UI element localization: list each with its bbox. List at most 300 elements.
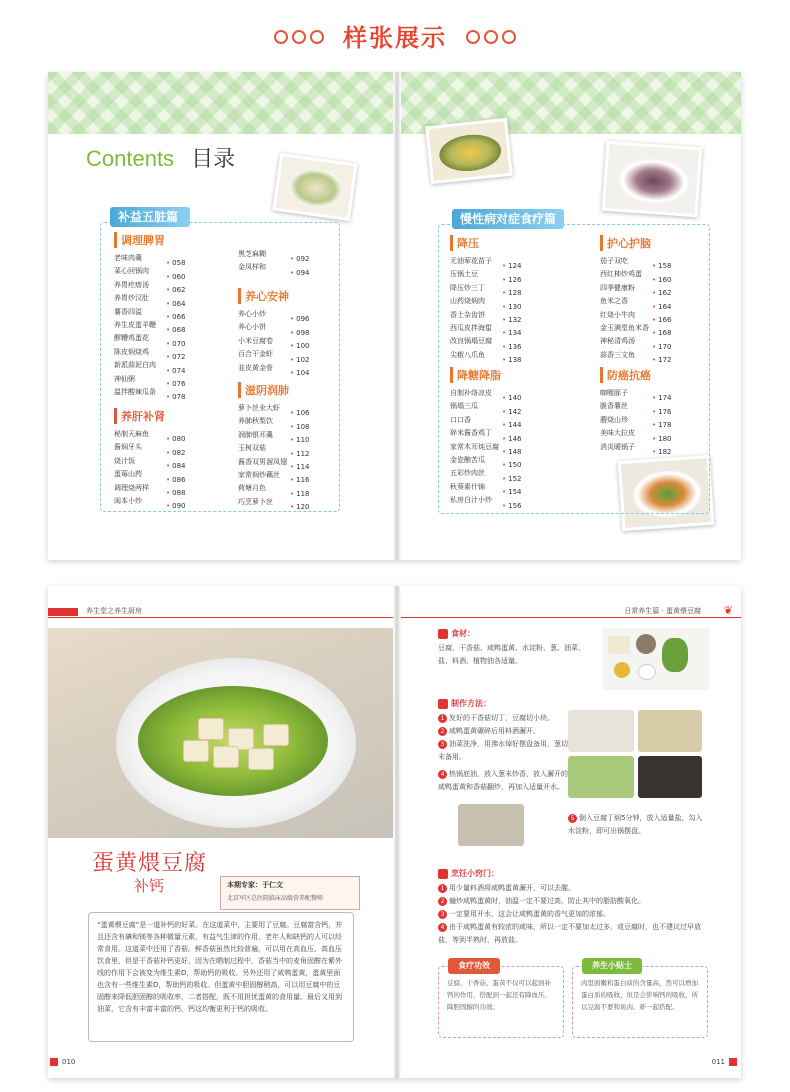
toc-entry (114, 455, 186, 471)
section-title: 养肝补肾 (114, 408, 186, 424)
bullet-icon: • (166, 286, 171, 295)
page-title: 样张展示 (343, 24, 447, 52)
bullet-icon: • (166, 339, 171, 348)
bullet-icon: • (652, 289, 657, 298)
toc-entry-page: 078 (172, 393, 186, 402)
toc-entry (114, 495, 186, 511)
toc-entry (238, 335, 310, 351)
toc-section (238, 288, 310, 375)
method-step: 4 热锅底油，放入葱末炒香，放入澥开的咸鸭蛋黄和香菇翻炒，再加入适量开水。 (438, 770, 568, 791)
bullet-icon: • (290, 503, 295, 512)
toc-entry-name: 醪糟鸡蛋花 (114, 334, 149, 343)
toc-entry-name: 西红柿炒鸡蛋 (600, 270, 642, 279)
toc-entry (238, 415, 310, 431)
tips-list (438, 882, 708, 947)
toc-entry-name: 锅塌三瓜 (450, 402, 478, 411)
toc-entry (600, 349, 672, 365)
toc-entry-page: 142 (508, 407, 522, 416)
toc-entry (238, 321, 310, 337)
toc-entry (600, 295, 672, 311)
toc-entry-name: 百合干金虾 (238, 350, 273, 359)
toc-entry (450, 481, 522, 497)
toc-entry (238, 348, 310, 364)
tip-item: 2 熥炒咸鸭蛋黄时，油温一定不要过高，防止其中的脂肪酸氧化。 (438, 895, 708, 908)
bullet-icon: • (502, 262, 507, 271)
bullet-icon: • (166, 299, 171, 308)
toc-entry-page: 100 (296, 342, 310, 351)
plaid-pattern (48, 72, 393, 134)
toc-entry-name: 金玉满堂鱼米香 (600, 323, 649, 332)
toc-entry-name: 调理烧两样 (114, 483, 149, 492)
page-number-text: 010 (62, 1058, 76, 1066)
toc-entry-page: 084 (172, 462, 186, 471)
toc-entry (450, 427, 522, 443)
toc-entry-page: 072 (172, 353, 186, 362)
toc-entry-page: 098 (296, 328, 310, 337)
toc-entry-name: 黑芝麻糊 (238, 250, 266, 258)
running-header-text: 养生堂之养生厨房 (86, 607, 142, 615)
bullet-icon: • (502, 501, 507, 510)
bullet-icon: • (652, 394, 657, 403)
bullet-icon: • (652, 302, 657, 311)
toc-entry-page: 154 (508, 488, 522, 497)
toc-entry-name: 家常焖炒藕丝 (238, 470, 280, 479)
toc-entry (238, 308, 310, 324)
method-step: 3 油菜洗净，用沸水焯好摆盘备用，葱切末备用。 (438, 740, 568, 761)
toc-section (114, 232, 186, 402)
toc-entry (114, 332, 186, 348)
toc-entry-name: 陈皮焖烧鸡 (114, 347, 149, 356)
bullet-icon: • (166, 435, 171, 444)
toc-entry-name: 茄子双吃 (600, 257, 628, 265)
toc-entry-page: 118 (296, 489, 310, 498)
bullet-icon: • (166, 272, 171, 281)
toc-entry-page: 136 (508, 342, 522, 351)
toc-entry (114, 265, 186, 281)
toc-entry-page: 126 (508, 275, 522, 284)
running-header-left (48, 604, 393, 618)
toc-entry-page: 164 (658, 302, 672, 311)
toc-entry-page: 060 (172, 272, 186, 281)
method-steps (438, 712, 568, 794)
toc-entry-name: 薯香四溢 (114, 307, 142, 316)
bullet-icon: • (652, 342, 657, 351)
method-step: 1 发好的干香菇切丁，豆腐切小块。 (438, 712, 568, 725)
bullet-icon: • (166, 379, 171, 388)
bullet-icon: • (502, 342, 507, 351)
recipe-description: “蛋黄煨豆腐”是一道补钙的好菜。在这道菜中，主要用了豆腐。豆腐富含钙，并且还含有碘和镁等各种微量元素，有益气生津的作用，老年人和缺钙的人可以经常食用。这道菜中还用了香菇。鲜香菇虽然比较普遍，可以用在高血压、高血压饮食里，但是干香菇补钙更好，因为在晒制过程中，香菇当中的麦角固醇在紫外线的作用下会被变为维生素D，帮助钙的吸收。另外还用了咸鸭蛋黄，蛋黄里面也含有一些维生素D，帮助钙的吸收。但蛋黄中胆固醇稍高，可以用豆腐中的豆固醇来降低胆固醇的吸收率，二者搭配，既不用担忧蛋黄的食用量。最后又用到油菜，它含有丰富丰富的钙，钙这均衡更利于钙的吸收。 (88, 912, 354, 1042)
bullet-icon: • (290, 328, 295, 337)
swirl-icon: ❦ (723, 604, 733, 617)
bullet-icon: • (166, 366, 171, 375)
toc-entry-page: 066 (172, 312, 186, 321)
toc-section (450, 235, 522, 365)
toc-entry-name: 家常木耳炖豆腐 (450, 442, 499, 451)
toc-entry (450, 309, 522, 322)
bullet-icon: • (290, 422, 295, 431)
toc-entry-page: 090 (172, 502, 186, 511)
recipe-spread (48, 586, 741, 1078)
bullet-icon: • (502, 275, 507, 284)
bullet-icon: • (290, 315, 295, 324)
toc-entry-page: 080 (172, 435, 186, 444)
section-title: 降糖降脂 (450, 367, 522, 383)
toc-entry-name: 养心小炒 (238, 310, 266, 318)
toc-entry-page: 140 (508, 394, 522, 403)
toc-entry-page: 068 (172, 326, 186, 335)
toc-entry (450, 414, 522, 430)
bullet-icon: • (502, 488, 507, 497)
method-label: 制作方法： (438, 698, 491, 709)
contents-title-en: Contents (86, 146, 175, 171)
toc-entry-name: 秘制天麻鱼 (114, 430, 149, 438)
running-header-right (401, 604, 741, 618)
toc-entry-name: 酱香双男溜凤翅 (238, 457, 287, 466)
toc-entry-name: 养胃疙瘩汤 (114, 280, 149, 289)
toc-entry-name: 烧汁饭 (114, 456, 135, 465)
toc-entry-page: 168 (658, 329, 672, 338)
toc-entry-name: 温拌酸辣瓜条 (114, 387, 156, 396)
bullet-icon: • (502, 289, 507, 298)
toc-entry-page: 178 (658, 421, 672, 430)
bullet-icon: • (166, 502, 171, 511)
toc-entry-name: 巧烹萝卜丝 (238, 497, 273, 506)
toc-entry (238, 362, 310, 375)
toc-entry (450, 335, 522, 351)
toc-entry-page: 176 (658, 407, 672, 416)
toc-entry (600, 335, 672, 351)
bullet-icon: • (290, 409, 295, 418)
toc-entry-page: 150 (508, 461, 522, 470)
bullet-icon: • (652, 434, 657, 443)
section-title: 防癌抗癌 (600, 367, 672, 383)
category-label: 慢性病对症食疗篇 (452, 209, 564, 229)
toc-entry-page: 116 (296, 476, 310, 485)
toc-entry-page: 152 (508, 474, 522, 483)
toc-entry (114, 359, 186, 375)
toc-section (238, 248, 310, 275)
bullet-icon: • (502, 421, 507, 430)
pan-icon (438, 699, 448, 709)
toc-entry (600, 268, 672, 284)
bullet-icon: • (166, 475, 171, 484)
toc-entry-name: 养胃炒汉肚 (114, 294, 149, 303)
toc-entry (238, 482, 310, 498)
book-spine (393, 72, 401, 560)
toc-entry (600, 387, 672, 403)
toc-entry (600, 309, 672, 322)
toc-entry-page: 148 (508, 447, 522, 456)
bullet-icon: • (166, 448, 171, 457)
toc-entry (450, 268, 522, 284)
toc-entry-page: 124 (508, 262, 522, 271)
toc-entry-page: 120 (296, 503, 310, 512)
toc-entry (114, 428, 186, 444)
toc-entry-page: 146 (508, 434, 522, 443)
toc-entry-page: 144 (508, 421, 522, 430)
toc-entry-page: 094 (296, 268, 310, 277)
toc-entry-name: 改良锅塌豆腐 (450, 337, 492, 346)
bullet-icon: • (290, 355, 295, 364)
knowledge-label: 养生小贴士 (582, 958, 642, 974)
decor-circles-right (464, 26, 518, 45)
dish-photo (272, 153, 357, 221)
book-spine (393, 586, 401, 1078)
toc-entry-name: 红烧小牛肉 (600, 310, 635, 319)
toc-entry (238, 456, 310, 469)
toc-entry-name: 闺本小炒 (114, 496, 142, 505)
toc-entry (450, 454, 522, 470)
tips-label: 烹饪小窍门： (438, 868, 499, 879)
toc-entry-page: 174 (658, 394, 672, 403)
recipe-subtitle: 补钙 (134, 877, 165, 895)
section-title: 滋阴润肺 (238, 382, 310, 398)
toc-entry (600, 441, 672, 454)
toc-entry (238, 248, 310, 264)
toc-section (114, 408, 186, 511)
contents-title-cn: 目录 (191, 147, 236, 172)
toc-entry-name: 老味肉羹 (114, 254, 142, 262)
bullet-icon: • (502, 407, 507, 416)
ingredients-label: 食材： (438, 628, 475, 639)
toc-entry-page: 086 (172, 475, 186, 484)
toc-entry-name: 韭皮黄金骨 (238, 363, 273, 372)
knowledge-box: 肉里面嫩和蛋白质的含量高，然可以增加蛋白质的吸收，但是会影响钙的吸收，所以豆腐不要和鱼肉、虾一起搭配。 (572, 966, 708, 1038)
effect-box: 豆腐、干香菇、蛋黄不仅可以起到补钙的作用，搭配到一起还有降血压、降胆固醇的功效。 (438, 966, 564, 1038)
page-number-right (712, 1058, 737, 1066)
toc-entry-name: 消炎暖锅子 (600, 442, 635, 451)
toc-entry-name: 口口香 (450, 415, 471, 424)
toc-entry (114, 319, 186, 335)
page-number-text: 011 (711, 1058, 725, 1066)
toc-entry-page: 166 (658, 315, 672, 324)
toc-entry-name: 西瓜皮拌海蜇 (450, 323, 492, 332)
bullet-icon: • (652, 421, 657, 430)
bullet-icon: • (166, 488, 171, 497)
toc-entry-page: 172 (658, 356, 672, 365)
toc-entry (450, 400, 522, 416)
toc-entry-name: 脆香薯丝 (600, 402, 628, 411)
bullet-icon: • (652, 275, 657, 284)
section-title: 降压 (450, 235, 522, 251)
running-header-text: 日常养生篇 · 蛋黄煨豆腐 (624, 607, 701, 615)
toc-entry-name: 美味大拉皮 (600, 429, 635, 438)
toc-entry (600, 414, 672, 430)
toc-entry (600, 255, 672, 271)
bullet-icon: • (502, 302, 507, 311)
toc-entry-name: 四季健康粉 (600, 283, 635, 292)
toc-entry-name: 秋葵素什锦 (450, 482, 485, 491)
bowl-icon (438, 629, 448, 639)
toc-entry (450, 295, 522, 311)
tip-item: 1 用少量料酒将咸鸭蛋黄澥开，可以去腥。 (438, 882, 708, 895)
method-step: 2 咸鸭蛋黄碾碎后用料酒澥开。 (438, 725, 568, 738)
tip-item: 4 由于咸鸭蛋黄有较浓的咸味，所以一定不要加太过多，或豆腐时，也不建议过早放盐，等到半熟时，再放盐。 (438, 923, 701, 944)
toc-entry-page: 092 (296, 255, 310, 264)
toc-entry-name: 山药烧焖肉 (450, 297, 485, 306)
toc-entry-page: 158 (658, 262, 672, 271)
bullet-icon: • (652, 329, 657, 338)
toc-entry-name: 鱼米之香 (600, 297, 628, 306)
toc-entry-page: 130 (508, 302, 522, 311)
toc-entry (450, 255, 522, 271)
toc-entry (238, 402, 310, 418)
toc-entry (114, 468, 186, 484)
toc-entry (450, 322, 522, 338)
bullet-icon: • (502, 394, 507, 403)
toc-entry-name: 新派蒜泥白肉 (114, 361, 156, 370)
toc-entry-page: 134 (508, 329, 522, 338)
toc-entry-name: 压锅土豆 (450, 270, 478, 279)
toc-entry-page: 058 (172, 259, 186, 268)
toc-section (600, 235, 672, 365)
expert-title: 北京军区总医院临床高级营养配餐师 (227, 895, 324, 902)
toc-entry-page: 088 (172, 488, 186, 497)
bullet-icon: • (652, 356, 657, 365)
toc-entry-page: 108 (296, 422, 310, 431)
toc-entry-name: 咖喱豚子 (600, 389, 628, 397)
bullet-icon: • (290, 342, 295, 351)
ingredients-photo (602, 628, 710, 690)
bullet-icon: • (166, 353, 171, 362)
toc-entry-name: 神秘清鸡汤 (600, 337, 635, 346)
bullet-icon: • (166, 326, 171, 335)
toc-entry (450, 282, 522, 298)
bullet-icon: • (290, 489, 295, 498)
toc-entry-page: 112 (296, 449, 310, 458)
toc-entry-page: 064 (172, 299, 186, 308)
toc-entry-page: 082 (172, 448, 186, 457)
contents-title (86, 142, 235, 173)
toc-entry (238, 429, 310, 445)
bullet-icon: • (290, 449, 295, 458)
toc-entry-page: 106 (296, 409, 310, 418)
toc-entry-name: 小米豆腐卷 (238, 336, 273, 345)
hero-dish-photo (48, 628, 393, 838)
toc-entry-page: 156 (508, 501, 522, 510)
toc-entry-name: 自制补络凉皮 (450, 389, 492, 397)
ingredients-text: 豆腐、干香菇、咸鸭蛋黄、水淀粉、葱、油菜、盐、料酒、植物油各适量。 (438, 644, 585, 665)
recipe-title: 蛋黄煨豆腐 (92, 851, 208, 876)
toc-entry-page: 132 (508, 315, 522, 324)
toc-entry-page: 138 (508, 356, 522, 365)
bullet-icon: • (502, 356, 507, 365)
toc-entry (450, 349, 522, 365)
toc-entry-name: 蘑烧山珍 (600, 415, 628, 424)
bullet-icon: • (166, 312, 171, 321)
lightbulb-icon (438, 869, 448, 879)
toc-entry-page: 170 (658, 342, 672, 351)
toc-entry (114, 386, 186, 402)
toc-entry-page: 102 (296, 355, 310, 364)
toc-entry-page: 182 (658, 447, 672, 456)
toc-entry-page: 070 (172, 339, 186, 348)
toc-entry-name: 金瓷酿苦瓜 (450, 455, 485, 464)
bullet-icon: • (166, 393, 171, 402)
toc-entry (238, 261, 310, 277)
toc-entry-name: 酱焖牙头 (114, 443, 142, 452)
page-header (0, 18, 790, 53)
toc-entry-name: 养生皮蛋羊鞭 (114, 320, 156, 329)
expert-name: 本期专家：于仁文 (227, 881, 283, 889)
toc-entry-page: 180 (658, 434, 672, 443)
bullet-icon: • (290, 476, 295, 485)
bullet-icon: • (290, 462, 295, 471)
toc-section (450, 367, 522, 508)
toc-entry-page: 104 (296, 368, 310, 377)
tip-item: 3 一定要用开水，这会让咸鸭蛋黄的香气更加的浓郁。 (438, 908, 708, 921)
toc-entry (114, 252, 186, 268)
toc-entry-page: 062 (172, 286, 186, 295)
step-photo (568, 756, 634, 798)
toc-entry-page: 128 (508, 289, 522, 298)
toc-entry-page: 162 (658, 289, 672, 298)
toc-entry-name: 无油荤花苗子 (450, 257, 492, 265)
bullet-icon: • (290, 255, 295, 264)
step-photo (638, 756, 702, 798)
method-step: 5 倒入豆腐丁焖5分钟，放入适量盐，勾入水淀粉，即可出锅摆盘。 (568, 814, 703, 835)
decor-circles-left (272, 26, 326, 45)
toc-entry (450, 387, 522, 403)
bullet-icon: • (502, 447, 507, 456)
toc-entry-page: 076 (172, 379, 186, 388)
toc-section (238, 382, 310, 512)
toc-entry (114, 279, 186, 295)
bullet-icon: • (652, 262, 657, 271)
toc-entry (238, 442, 310, 458)
bullet-icon: • (502, 461, 507, 470)
toc-section (600, 367, 672, 454)
toc-entry (114, 346, 186, 362)
toc-entry-name: 蛋莓山药 (114, 470, 142, 479)
toc-entry (238, 496, 310, 512)
toc-entry-page: 160 (658, 275, 672, 284)
toc-entry (114, 292, 186, 308)
bullet-icon: • (502, 315, 507, 324)
toc-entry-page: 114 (296, 462, 310, 471)
bullet-icon: • (290, 268, 295, 277)
toc-entry-page: 110 (296, 436, 310, 445)
expert-box (220, 876, 360, 910)
page-number-left (50, 1058, 75, 1066)
category-label: 补益五脏篇 (110, 207, 190, 227)
toc-entry-name: 润肺银耳羹 (238, 430, 273, 439)
bullet-icon: • (502, 329, 507, 338)
toc-spread (48, 72, 741, 560)
toc-entry-name: 养肺秋梨饮 (238, 417, 273, 426)
bullet-icon: • (166, 462, 171, 471)
toc-entry (600, 282, 672, 298)
effect-label: 食疗功效 (448, 958, 500, 974)
bullet-icon: • (290, 368, 295, 377)
step-photo (638, 710, 702, 752)
toc-entry (600, 427, 672, 443)
bullet-icon: • (502, 474, 507, 483)
toc-entry (114, 373, 186, 386)
toc-entry-name: 玉树双菇 (238, 444, 266, 453)
bullet-icon: • (652, 447, 657, 456)
toc-entry-name: 香土杂齿饼 (450, 310, 485, 319)
toc-entry-name: 神仙粥 (114, 374, 135, 383)
toc-entry-page: 096 (296, 315, 310, 324)
toc-entry (114, 306, 186, 319)
section-title: 调理脾胃 (114, 232, 186, 248)
bullet-icon: • (502, 434, 507, 443)
toc-entry (114, 441, 186, 457)
bullet-icon: • (290, 436, 295, 445)
toc-entry-page: 074 (172, 366, 186, 375)
toc-entry (600, 322, 672, 338)
